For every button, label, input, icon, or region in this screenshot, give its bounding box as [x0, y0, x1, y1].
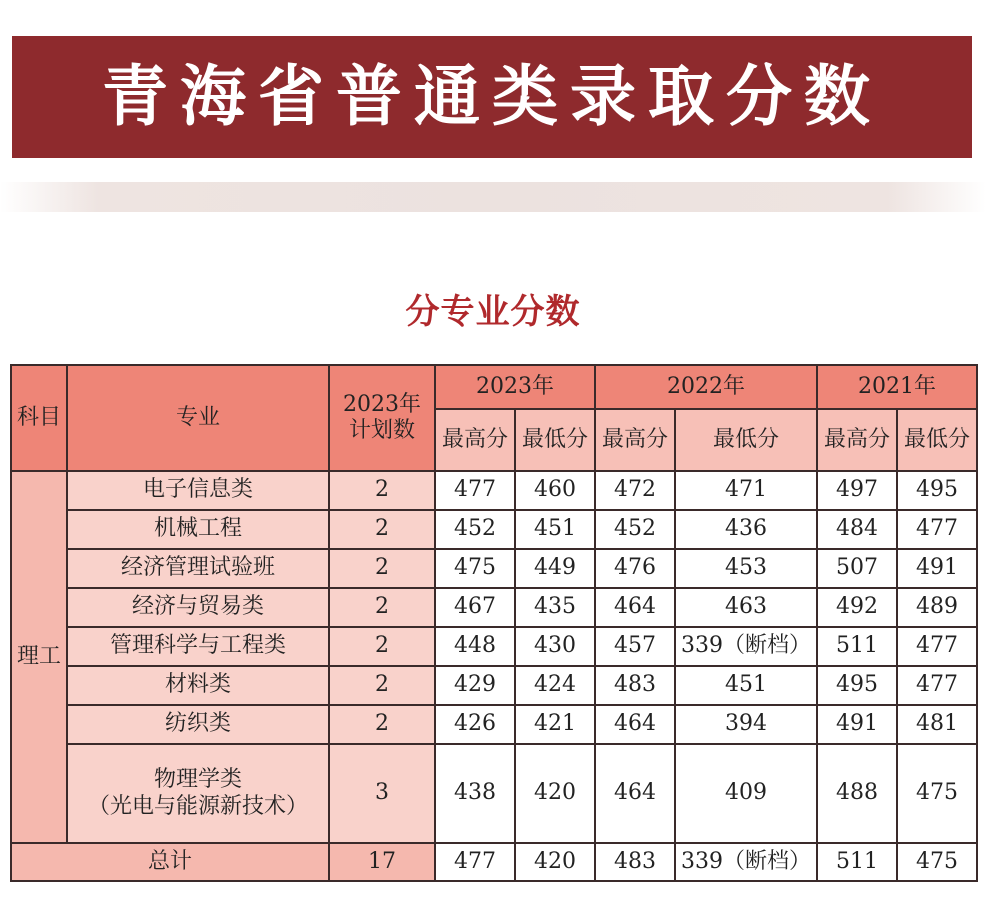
max-2023-cell: 448: [435, 627, 515, 666]
max-2022-cell: 472: [595, 471, 675, 510]
min-2021-cell: 477: [897, 666, 977, 705]
min-2022-cell: 453: [675, 549, 817, 588]
min-2022-cell: 471: [675, 471, 817, 510]
header-year-2021: 2021年: [817, 365, 977, 409]
table-row: [11, 666, 977, 705]
max-2021-cell: 495: [817, 666, 897, 705]
major-cell: 电子信息类: [67, 471, 329, 510]
min-2021-cell: 495: [897, 471, 977, 510]
max-2022-cell: 464: [595, 705, 675, 744]
min-2023-cell: 421: [515, 705, 595, 744]
plan-cell: 2: [329, 627, 435, 666]
total-min-2022-cell: 339（断档）: [675, 843, 817, 881]
max-2022-cell: 452: [595, 510, 675, 549]
plan-cell: 2: [329, 705, 435, 744]
decorative-strip: [0, 182, 986, 212]
plan-cell: 2: [329, 666, 435, 705]
max-2023-cell: 429: [435, 666, 515, 705]
header-min-2021: 最低分: [897, 409, 977, 471]
plan-cell: 2: [329, 471, 435, 510]
major-cell: [67, 744, 329, 843]
max-2023-cell: 452: [435, 510, 515, 549]
total-min-2021-cell: 475: [897, 843, 977, 881]
min-2022-cell: 436: [675, 510, 817, 549]
plan-cell: 2: [329, 549, 435, 588]
max-2023-cell: 438: [435, 744, 515, 843]
section-title: 分专业分数: [405, 292, 581, 332]
header-row-years: [11, 365, 977, 409]
major-cell: 管理科学与工程类: [67, 627, 329, 666]
major-line2: （光电与能源新技术）: [87, 793, 308, 819]
plan-cell: 2: [329, 588, 435, 627]
min-2021-cell: 489: [897, 588, 977, 627]
major-cell: 纺织类: [67, 705, 329, 744]
major-cell: 经济管理试验班: [67, 549, 329, 588]
header-plan-line2: 计划数: [348, 418, 415, 443]
table-row: [11, 705, 977, 744]
table-row: [11, 510, 977, 549]
header-min-2023: 最低分: [515, 409, 595, 471]
min-2023-cell: 424: [515, 666, 595, 705]
header-year-2023: 2023年: [435, 365, 595, 409]
min-2021-cell: 477: [897, 510, 977, 549]
max-2021-cell: 497: [817, 471, 897, 510]
max-2021-cell: 492: [817, 588, 897, 627]
total-max-2023-cell: 477: [435, 843, 515, 881]
major-cell: 材料类: [67, 666, 329, 705]
header-subject: 科目: [11, 365, 67, 471]
total-label: 总计: [11, 843, 329, 881]
min-2021-cell: 481: [897, 705, 977, 744]
total-max-2022-cell: 483: [595, 843, 675, 881]
min-2023-cell: 420: [515, 744, 595, 843]
max-2021-cell: 491: [817, 705, 897, 744]
table-row: [11, 549, 977, 588]
min-2021-cell: 477: [897, 627, 977, 666]
header-year-2022: 2022年: [595, 365, 817, 409]
header-min-2022: 最低分: [675, 409, 817, 471]
table-row: [11, 627, 977, 666]
min-2022-cell: 409: [675, 744, 817, 843]
header-max-2023: 最高分: [435, 409, 515, 471]
min-2021-cell: 475: [897, 744, 977, 843]
major-cell: 机械工程: [67, 510, 329, 549]
max-2023-cell: 467: [435, 588, 515, 627]
banner-title: 青海省普通类录取分数: [102, 58, 882, 135]
max-2022-cell: 457: [595, 627, 675, 666]
header-max-2022: 最高分: [595, 409, 675, 471]
min-2021-cell: 491: [897, 549, 977, 588]
max-2022-cell: 476: [595, 549, 675, 588]
max-2022-cell: 464: [595, 588, 675, 627]
total-plan-cell: 17: [329, 843, 435, 881]
min-2022-cell: 463: [675, 588, 817, 627]
min-2023-cell: 449: [515, 549, 595, 588]
subject-cell: 理工: [11, 471, 67, 843]
plan-cell: 3: [329, 744, 435, 843]
max-2021-cell: 511: [817, 627, 897, 666]
header-max-2021: 最高分: [817, 409, 897, 471]
table-row: [11, 588, 977, 627]
total-min-2023-cell: 420: [515, 843, 595, 881]
scores-table: [10, 364, 978, 882]
max-2021-cell: 488: [817, 744, 897, 843]
total-max-2021-cell: 511: [817, 843, 897, 881]
min-2023-cell: 460: [515, 471, 595, 510]
max-2023-cell: 475: [435, 549, 515, 588]
table-row: [11, 744, 977, 843]
min-2022-cell: 451: [675, 666, 817, 705]
max-2021-cell: 507: [817, 549, 897, 588]
min-2023-cell: 435: [515, 588, 595, 627]
header-major: 专业: [67, 365, 329, 471]
min-2022-cell: 394: [675, 705, 817, 744]
major-line1: 物理学类: [153, 767, 242, 793]
min-2023-cell: 430: [515, 627, 595, 666]
table-row: [11, 471, 977, 510]
plan-cell: 2: [329, 510, 435, 549]
major-cell: 经济与贸易类: [67, 588, 329, 627]
title-banner: [12, 36, 972, 158]
header-plan: [329, 365, 435, 471]
max-2023-cell: 426: [435, 705, 515, 744]
max-2021-cell: 484: [817, 510, 897, 549]
min-2022-cell: 339（断档）: [675, 627, 817, 666]
min-2023-cell: 451: [515, 510, 595, 549]
max-2022-cell: 464: [595, 744, 675, 843]
total-row: [11, 843, 977, 881]
max-2022-cell: 483: [595, 666, 675, 705]
max-2023-cell: 477: [435, 471, 515, 510]
header-plan-line1: 2023年: [343, 391, 421, 417]
